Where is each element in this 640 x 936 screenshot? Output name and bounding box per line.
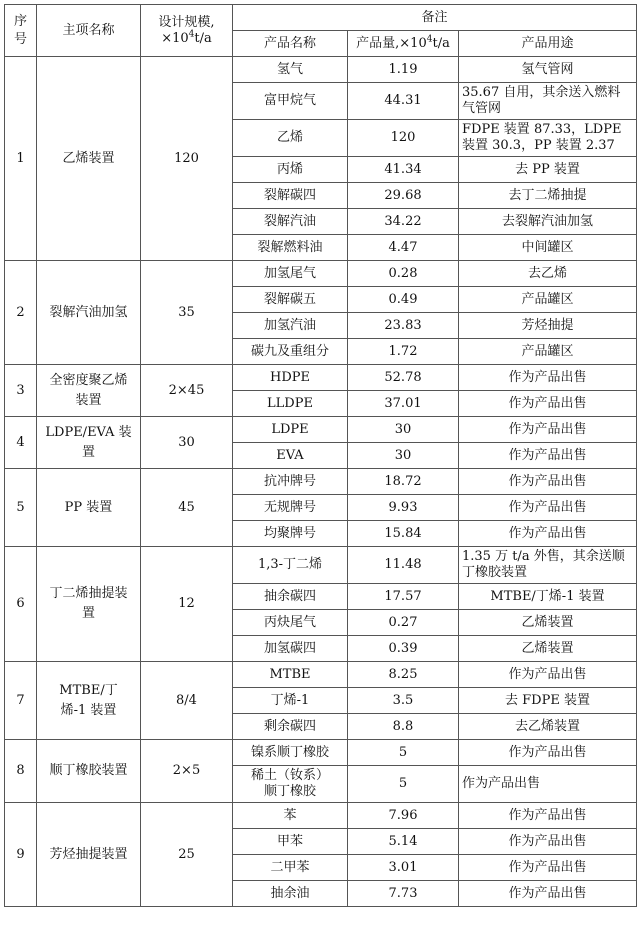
header-qty-post: t/a bbox=[432, 35, 450, 51]
product-quantity: 5.14 bbox=[348, 829, 459, 855]
group-item-name: 乙烯装置 bbox=[37, 57, 141, 261]
product-use: 35.67 自用，其余送入燃料气管网 bbox=[459, 83, 637, 120]
table-body bbox=[5, 57, 637, 907]
product-use: MTBE/丁烯-1 装置 bbox=[459, 584, 637, 610]
product-name: 乙烯 bbox=[233, 120, 348, 157]
table-row bbox=[5, 662, 637, 688]
product-quantity: 1.72 bbox=[348, 339, 459, 365]
product-quantity: 44.31 bbox=[348, 83, 459, 120]
product-quantity: 3.01 bbox=[348, 855, 459, 881]
product-use: 作为产品出售 bbox=[459, 829, 637, 855]
group-seq: 4 bbox=[5, 417, 37, 469]
product-quantity: 0.49 bbox=[348, 287, 459, 313]
product-use: 产品罐区 bbox=[459, 287, 637, 313]
product-quantity: 0.27 bbox=[348, 610, 459, 636]
product-name: 裂解汽油 bbox=[233, 209, 348, 235]
product-name: 氢气 bbox=[233, 57, 348, 83]
group-seq: 2 bbox=[5, 261, 37, 365]
product-name: 碳九及重组分 bbox=[233, 339, 348, 365]
product-use: 产品罐区 bbox=[459, 339, 637, 365]
table-row bbox=[5, 261, 637, 287]
group-item-name: 芳烃抽提装置 bbox=[37, 803, 141, 907]
product-use: 1.35 万 t/a 外售，其余送顺丁橡胶装置 bbox=[459, 547, 637, 584]
product-quantity: 120 bbox=[348, 120, 459, 157]
table-row bbox=[5, 57, 637, 83]
product-use: 中间罐区 bbox=[459, 235, 637, 261]
product-quantity: 41.34 bbox=[348, 157, 459, 183]
group-item-name: 顺丁橡胶装置 bbox=[37, 740, 141, 803]
product-name: 加氢碳四 bbox=[233, 636, 348, 662]
header-qty-pre: 产品量,×10 bbox=[356, 35, 427, 51]
header-item: 主项名称 bbox=[37, 5, 141, 57]
product-use: 乙烯装置 bbox=[459, 610, 637, 636]
product-use: 作为产品出售 bbox=[459, 521, 637, 547]
group-design-scale: 8/4 bbox=[141, 662, 233, 740]
product-name: 1,3-丁二烯 bbox=[233, 547, 348, 584]
product-name: 富甲烷气 bbox=[233, 83, 348, 120]
product-name: 剩余碳四 bbox=[233, 714, 348, 740]
product-name: LDPE bbox=[233, 417, 348, 443]
product-quantity: 29.68 bbox=[348, 183, 459, 209]
group-seq: 8 bbox=[5, 740, 37, 803]
group-design-scale: 30 bbox=[141, 417, 233, 469]
product-use: 去裂解汽油加氢 bbox=[459, 209, 637, 235]
product-name: 丙烯 bbox=[233, 157, 348, 183]
product-quantity: 5 bbox=[348, 766, 459, 803]
product-quantity: 0.39 bbox=[348, 636, 459, 662]
group-design-scale: 12 bbox=[141, 547, 233, 662]
product-name: 丙炔尾气 bbox=[233, 610, 348, 636]
product-use: 去 FDPE 装置 bbox=[459, 688, 637, 714]
product-use: 去 PP 装置 bbox=[459, 157, 637, 183]
group-design-scale: 25 bbox=[141, 803, 233, 907]
group-item-name: PP 装置 bbox=[37, 469, 141, 547]
product-use: 作为产品出售 bbox=[459, 365, 637, 391]
product-quantity: 3.5 bbox=[348, 688, 459, 714]
product-name: 抽余碳四 bbox=[233, 584, 348, 610]
product-quantity: 52.78 bbox=[348, 365, 459, 391]
product-quantity: 34.22 bbox=[348, 209, 459, 235]
product-name: 镍系顺丁橡胶 bbox=[233, 740, 348, 766]
product-use: 去丁二烯抽提 bbox=[459, 183, 637, 209]
group-seq: 3 bbox=[5, 365, 37, 417]
product-name: MTBE bbox=[233, 662, 348, 688]
product-quantity: 15.84 bbox=[348, 521, 459, 547]
header-scale-line1: 设计规模, bbox=[158, 14, 215, 30]
group-design-scale: 120 bbox=[141, 57, 233, 261]
product-use: 作为产品出售 bbox=[459, 391, 637, 417]
product-use: 作为产品出售 bbox=[459, 662, 637, 688]
product-use: 芳烃抽提 bbox=[459, 313, 637, 339]
product-quantity: 7.96 bbox=[348, 803, 459, 829]
products-table bbox=[4, 4, 637, 907]
group-seq: 5 bbox=[5, 469, 37, 547]
product-name: 无规牌号 bbox=[233, 495, 348, 521]
product-quantity: 8.25 bbox=[348, 662, 459, 688]
product-name: 裂解燃料油 bbox=[233, 235, 348, 261]
product-quantity: 8.8 bbox=[348, 714, 459, 740]
product-name: HDPE bbox=[233, 365, 348, 391]
table-row bbox=[5, 740, 637, 766]
product-use: 作为产品出售 bbox=[459, 855, 637, 881]
product-name: 甲苯 bbox=[233, 829, 348, 855]
header-scale-unit-post: t/a bbox=[194, 30, 212, 46]
product-name: EVA bbox=[233, 443, 348, 469]
product-use: 氢气管网 bbox=[459, 57, 637, 83]
header-qty-sup: 4 bbox=[426, 34, 433, 45]
product-quantity: 5 bbox=[348, 740, 459, 766]
product-quantity: 23.83 bbox=[348, 313, 459, 339]
group-design-scale: 2×5 bbox=[141, 740, 233, 803]
header-scale bbox=[141, 5, 233, 57]
product-quantity: 9.93 bbox=[348, 495, 459, 521]
product-use: 作为产品出售 bbox=[459, 417, 637, 443]
product-quantity: 30 bbox=[348, 417, 459, 443]
group-seq: 9 bbox=[5, 803, 37, 907]
product-name: 丁烯-1 bbox=[233, 688, 348, 714]
header-scale-unit-sup: 4 bbox=[188, 29, 195, 40]
product-use: 乙烯装置 bbox=[459, 636, 637, 662]
product-name: 稀土（钕系）顺丁橡胶 bbox=[233, 766, 348, 803]
product-use: 去乙烯 bbox=[459, 261, 637, 287]
product-use: 作为产品出售 bbox=[459, 740, 637, 766]
table-row bbox=[5, 365, 637, 391]
header-scale-unit-pre: ×10 bbox=[161, 30, 189, 46]
product-quantity: 11.48 bbox=[348, 547, 459, 584]
product-name: 加氢汽油 bbox=[233, 313, 348, 339]
product-use: 去乙烯装置 bbox=[459, 714, 637, 740]
header-qty bbox=[348, 31, 459, 57]
product-use: 作为产品出售 bbox=[459, 803, 637, 829]
product-quantity: 18.72 bbox=[348, 469, 459, 495]
product-name: LLDPE bbox=[233, 391, 348, 417]
table-row bbox=[5, 417, 637, 443]
product-use: 作为产品出售 bbox=[459, 881, 637, 907]
product-quantity: 17.57 bbox=[348, 584, 459, 610]
product-name: 裂解碳四 bbox=[233, 183, 348, 209]
product-name: 抗冲牌号 bbox=[233, 469, 348, 495]
group-item-name: 裂解汽油加氢 bbox=[37, 261, 141, 365]
group-item-name: MTBE/丁烯-1 装置 bbox=[37, 662, 141, 740]
product-quantity: 1.19 bbox=[348, 57, 459, 83]
table-row bbox=[5, 469, 637, 495]
product-use: 作为产品出售 bbox=[459, 766, 637, 803]
product-use: 作为产品出售 bbox=[459, 469, 637, 495]
product-quantity: 0.28 bbox=[348, 261, 459, 287]
group-item-name: LDPE/EVA 装置 bbox=[37, 417, 141, 469]
product-use: 作为产品出售 bbox=[459, 495, 637, 521]
header-remarks: 备注 bbox=[233, 5, 637, 31]
product-quantity: 7.73 bbox=[348, 881, 459, 907]
group-seq: 1 bbox=[5, 57, 37, 261]
product-name: 裂解碳五 bbox=[233, 287, 348, 313]
group-item-name: 全密度聚乙烯装置 bbox=[37, 365, 141, 417]
group-item-name: 丁二烯抽提装置 bbox=[37, 547, 141, 662]
product-name: 均聚牌号 bbox=[233, 521, 348, 547]
header-product-name: 产品名称 bbox=[233, 31, 348, 57]
product-quantity: 37.01 bbox=[348, 391, 459, 417]
table-container bbox=[4, 4, 636, 907]
group-design-scale: 2×45 bbox=[141, 365, 233, 417]
product-name: 抽余油 bbox=[233, 881, 348, 907]
product-name: 二甲苯 bbox=[233, 855, 348, 881]
table-row bbox=[5, 803, 637, 829]
header-seq: 序号 bbox=[5, 5, 37, 57]
group-design-scale: 45 bbox=[141, 469, 233, 547]
group-seq: 6 bbox=[5, 547, 37, 662]
product-use: FDPE 装置 87.33，LDPE 装置 30.3，PP 装置 2.37 bbox=[459, 120, 637, 157]
table-row bbox=[5, 547, 637, 584]
product-name: 苯 bbox=[233, 803, 348, 829]
group-seq: 7 bbox=[5, 662, 37, 740]
product-quantity: 30 bbox=[348, 443, 459, 469]
group-design-scale: 35 bbox=[141, 261, 233, 365]
product-name: 加氢尾气 bbox=[233, 261, 348, 287]
product-quantity: 4.47 bbox=[348, 235, 459, 261]
product-use: 作为产品出售 bbox=[459, 443, 637, 469]
header-use: 产品用途 bbox=[459, 31, 637, 57]
